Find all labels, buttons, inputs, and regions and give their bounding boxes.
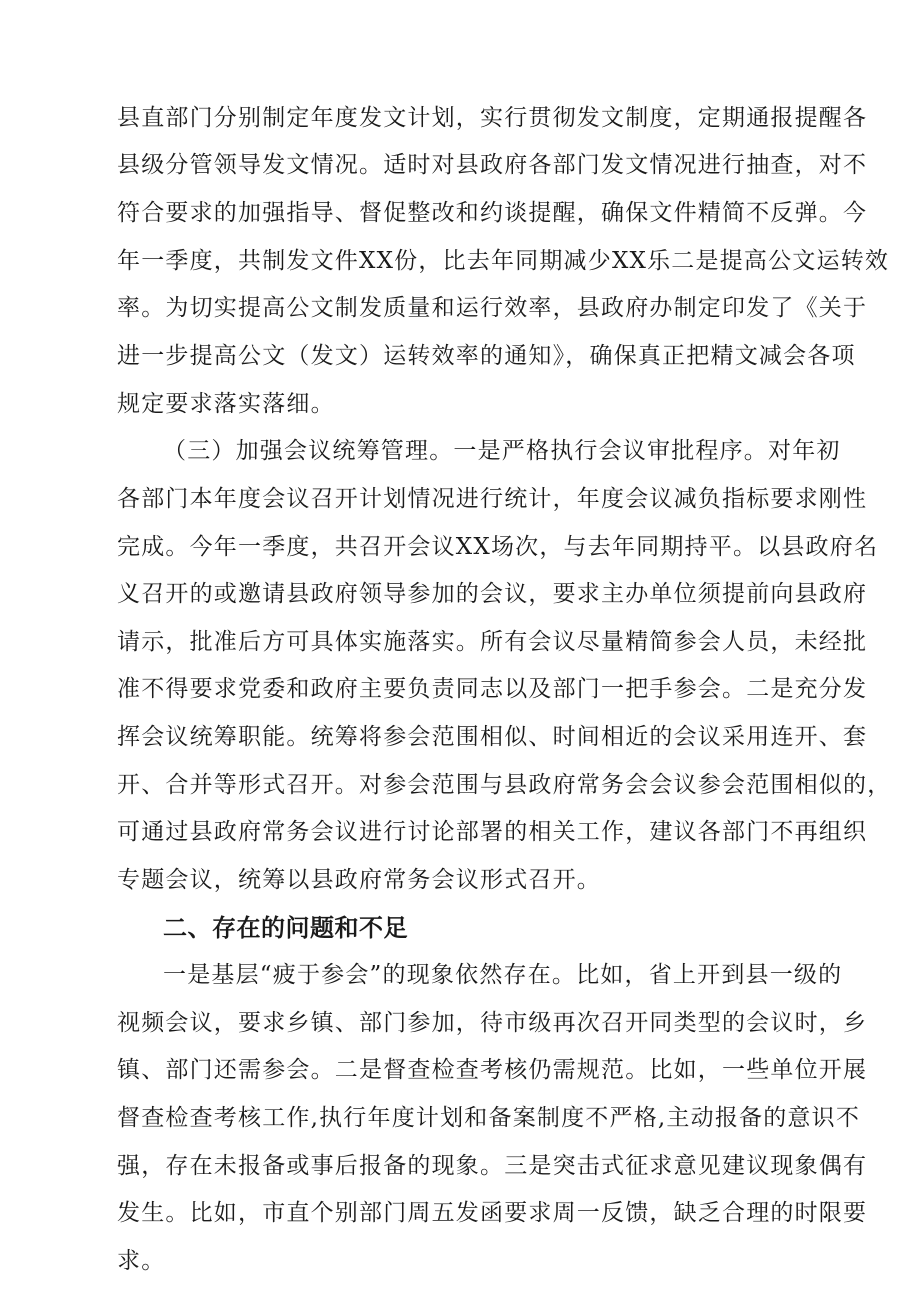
text-line: 进一步提高公文（发文）运转效率的通知》，确保真正把精文减会各项 (117, 343, 856, 369)
text-line: 率。为切实提高公文制发质量和运行效率，县政府办制定印发了《关于 (117, 295, 868, 321)
text-line: 求。 (117, 1248, 166, 1274)
text-line: 县直部门分别制定年度发文计划，实行贯彻发文制度，定期通报提醒各 (117, 105, 868, 131)
text-line: 强，存在未报备或事后报备的现象。三是突击式征求意见建议现象偶有 (117, 1153, 868, 1179)
text-line: （三）加强会议统筹管理。一是严格执行会议审批程序。对年初 (163, 438, 841, 464)
text-line: 规定要求落实落细。 (117, 391, 335, 417)
text-line: 视频会议，要求乡镇、部门参加，待市级再次召开同类型的会议时，乡 (117, 1010, 868, 1036)
text-line: 一是基层“疲于参会”的现象依然存在。比如，省上开到县一级的 (163, 962, 843, 988)
text-line: 义召开的或邀请县政府领导参加的会议，要求主办单位须提前向县政府 (117, 581, 868, 607)
text-line: 可通过县政府常务会议进行讨论部署的相关工作，建议各部门不再组织 (117, 819, 868, 845)
text-line: 请示，批准后方可具体实施落实。所有会议尽量精简参会人员，未经批 (117, 629, 868, 655)
text-line: 县级分管领导发文情况。适时对县政府各部门发文情况进行抽查，对不 (117, 152, 868, 178)
text-line: 发生。比如，市直个别部门周五发函要求周一反馈，缺乏合理的时限要 (117, 1200, 868, 1226)
text-line: 挥会议统筹职能。统筹将参会范围相似、时间相近的会议采用连开、套 (117, 724, 868, 750)
text-line: 准不得要求党委和政府主要负责同志以及部门一把手参会。二是充分发 (117, 676, 868, 702)
text-line: 符合要求的加强指导、督促整改和约谈提醒，确保文件精简不反弹。今 (117, 200, 868, 226)
text-line: 镇、部门还需参会。二是督查检查考核仍需规范。比如，一些单位开展 (117, 1057, 868, 1083)
text-line: 专题会议，统筹以县政府常务会议形式召开。 (117, 867, 601, 893)
text-line: 督查检查考核工作,执行年度计划和备案制度不严格,主动报备的意识不 (117, 1105, 861, 1131)
text-line: 各部门本年度会议召开计划情况进行统计，年度会议减负指标要求刚性 (117, 486, 868, 512)
text-line: 年一季度，共制发文件XX份，比去年同期减少XX乐二是提高公文运转效 (117, 248, 890, 274)
text-line: 完成。今年一季度，共召开会议XX场次，与去年同期持平。以县政府名 (117, 534, 879, 560)
section-heading: 二、存在的问题和不足 (163, 914, 408, 942)
text-line: 开、合并等形式召开。对参会范围与县政府常务会会议参会范围相似的， (117, 772, 892, 798)
